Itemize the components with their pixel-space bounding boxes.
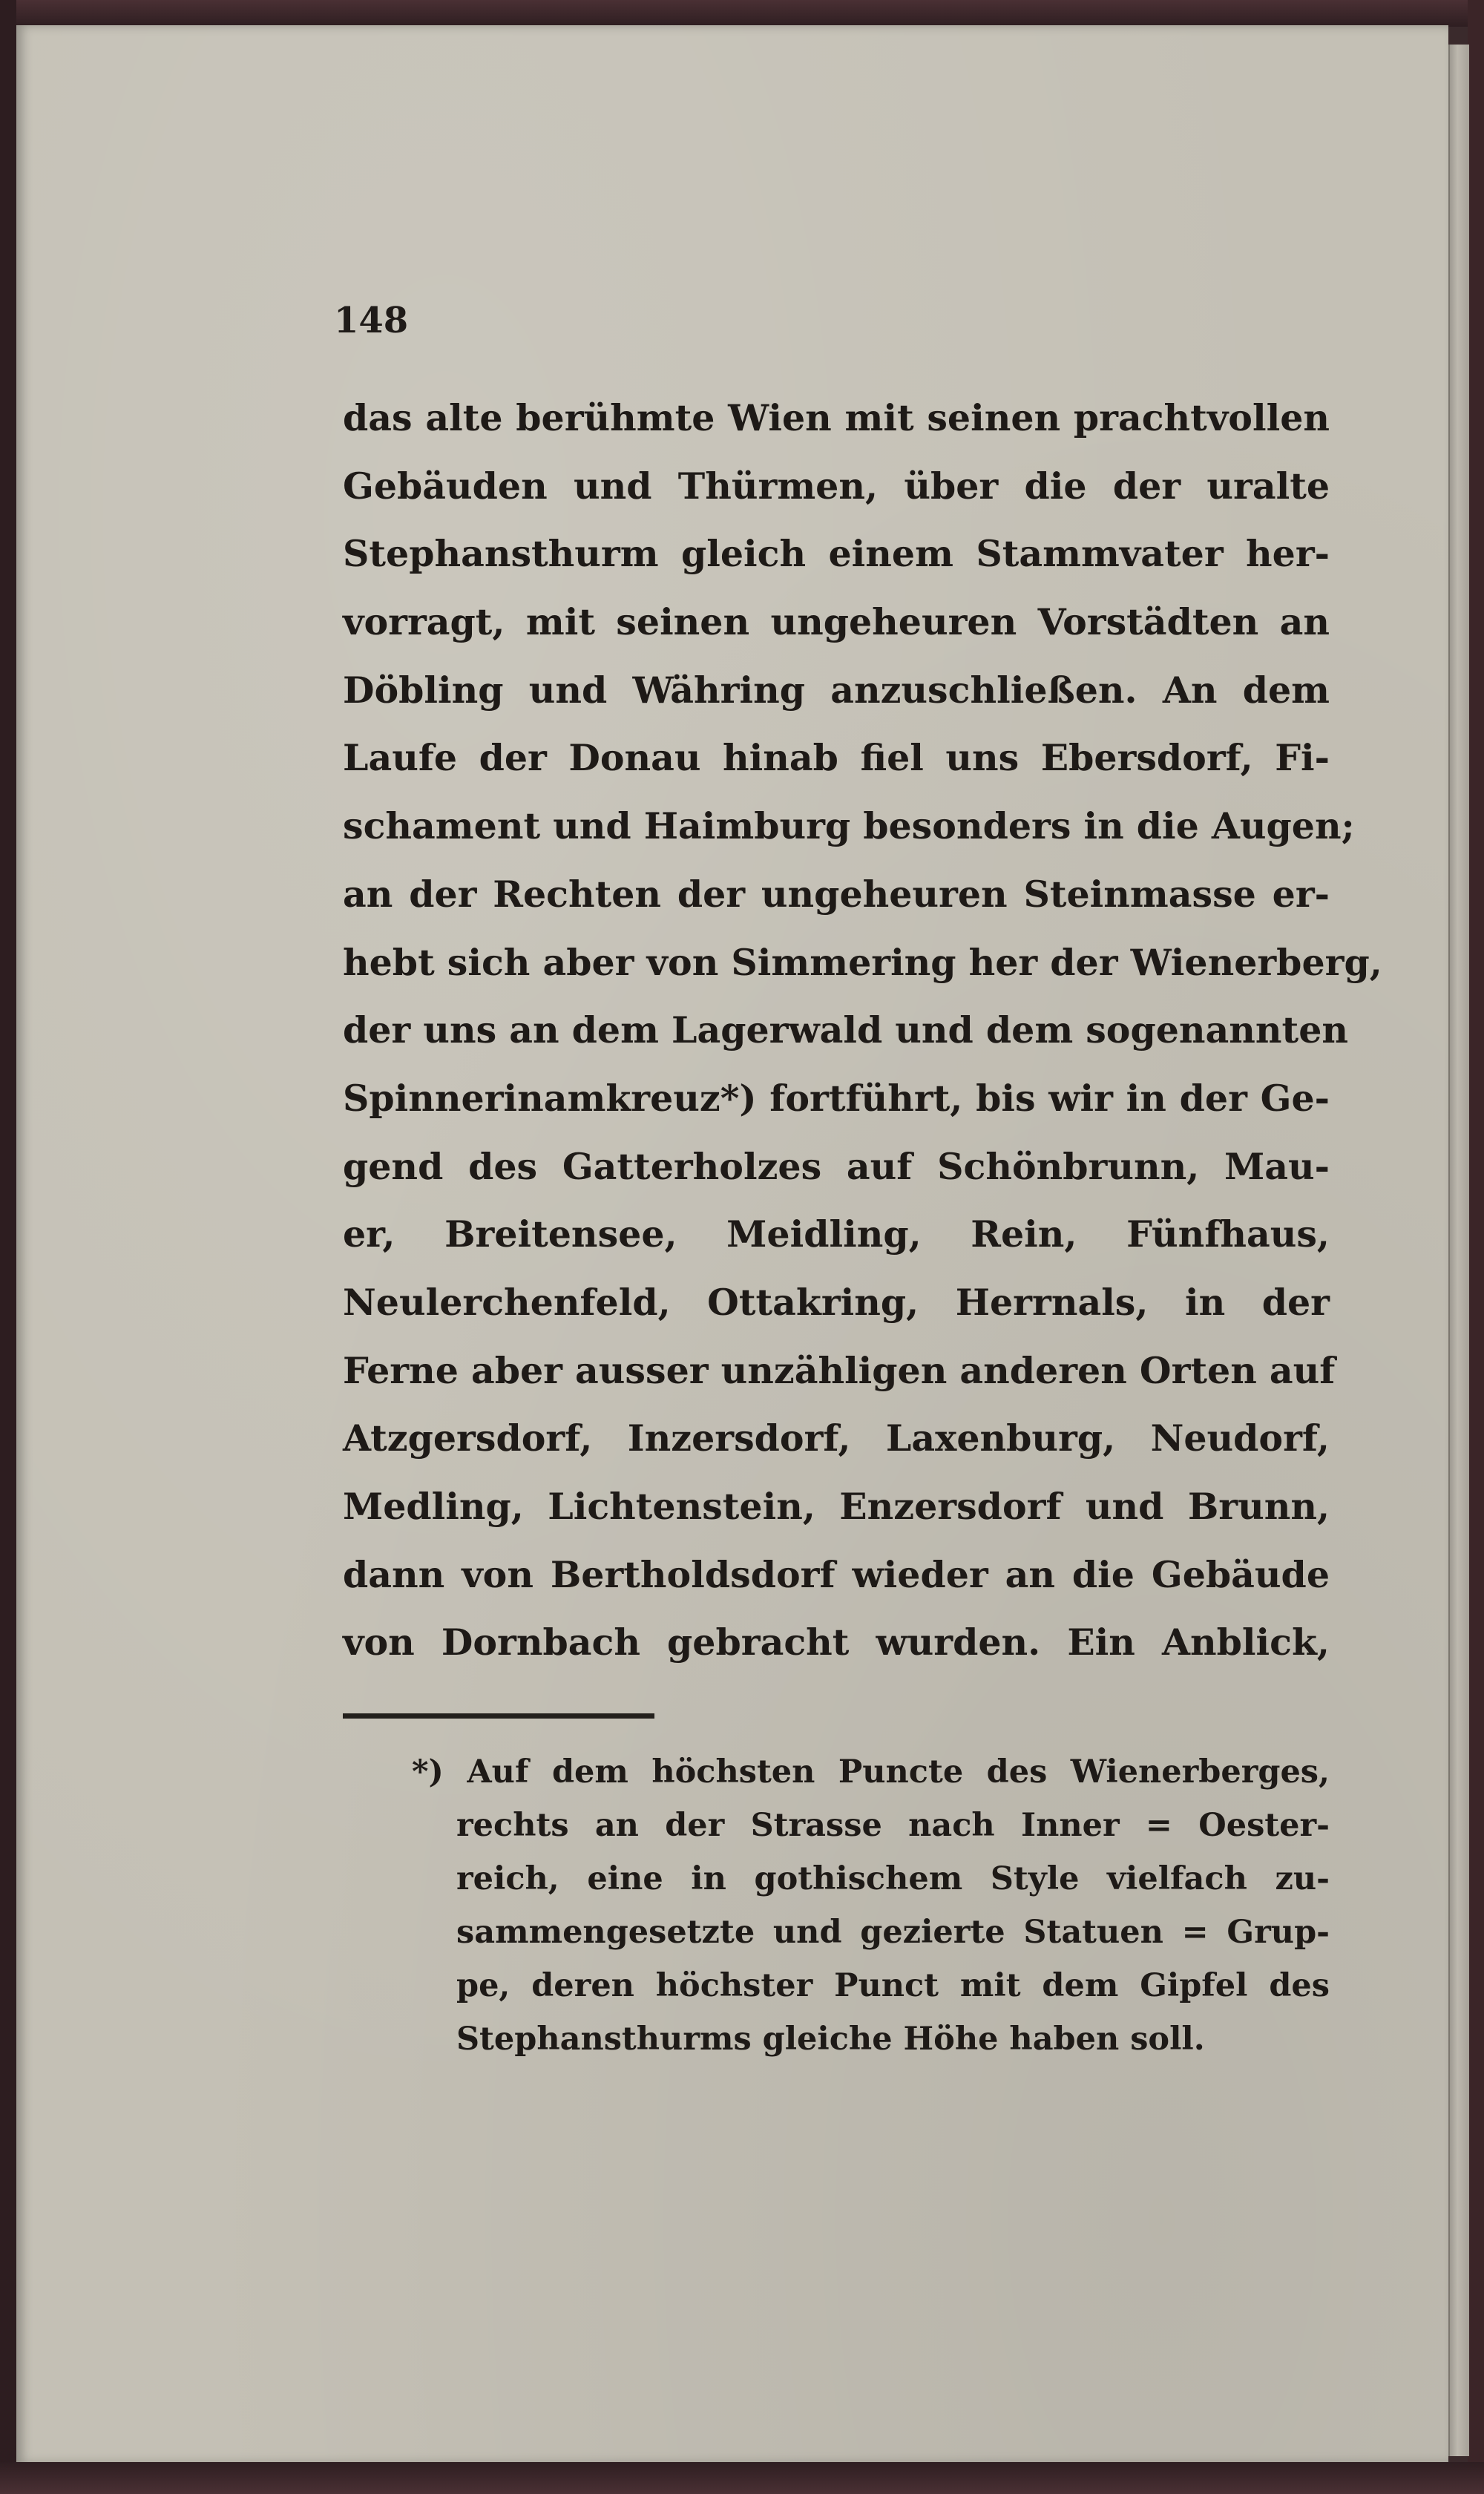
body-text — [343, 384, 1382, 1677]
footnote-line: Stephansthurms gleiche Höhe haben soll. — [456, 2021, 1205, 2058]
footnote-rule — [343, 1713, 654, 1719]
adjacent-page-edge — [1448, 45, 1469, 2456]
footnote-line: rechts an der Strasse nach Inner = Oester- — [456, 1807, 1330, 1844]
text-line: Atzgersdorf, Inzersdorf, Laxenburg, Neudorf, — [343, 1417, 1330, 1460]
text-line: Laufe der Donau hinab fiel uns Ebersdorf, Fi- — [343, 736, 1330, 780]
footnote-line: pe, deren höchster Punct mit dem Gipfel des — [456, 1967, 1330, 2004]
text-line: das alte berühmte Wien mit seinen prachtvollen — [343, 396, 1330, 439]
text-line: Medling, Lichtenstein, Enzersdorf und Brunn, — [343, 1485, 1330, 1528]
text-line: von Dornbach gebracht wurden. Ein Anblick, — [343, 1621, 1330, 1664]
binding-bottom-edge — [0, 2462, 1484, 2494]
footnote — [412, 1745, 1330, 2066]
text-line: Spinnerinamkreuz*) fortführt, bis wir in der Ge- — [343, 1076, 1330, 1120]
text-line: gend des Gatterholzes auf Schönbrunn, Mau- — [343, 1144, 1330, 1188]
text-line: Neulerchenfeld, Ottakring, Herrnals, in der — [343, 1280, 1330, 1324]
text-line: er, Breitensee, Meidling, Rein, Fünfhaus, — [343, 1212, 1330, 1256]
text-line: Stephansthurm gleich einem Stammvater her- — [343, 532, 1330, 576]
page-number: 148 — [334, 300, 409, 341]
text-line: schament und Haimburg besonders in die Augen; — [343, 804, 1355, 848]
text-line: vorragt, mit seinen ungeheuren Vorstädten an — [343, 600, 1330, 644]
footnote-line: *) Auf dem höchsten Puncte des Wienerberges, — [412, 1753, 1330, 1791]
text-line: der uns an dem Lagerwald und dem sogenannten — [343, 1008, 1348, 1052]
footnote-line: reich, eine in gothischem Style vielfach zu- — [456, 1860, 1330, 1897]
text-line: hebt sich aber von Simmering her der Wienerberg, — [343, 940, 1382, 984]
text-line: dann von Bertholdsdorf wieder an die Gebäude — [343, 1552, 1330, 1596]
binding-right-edge — [1468, 0, 1484, 2494]
text-line: an der Rechten der ungeheuren Steinmasse er- — [343, 872, 1330, 916]
text-line: Döbling und Währing anzuschließen. An dem — [343, 668, 1330, 712]
binding-top-edge — [0, 0, 1484, 27]
footnote-line: sammengesetzte und gezierte Statuen = Grup- — [456, 1914, 1330, 1951]
text-line: Gebäuden und Thürmen, über die der uralte — [343, 464, 1330, 508]
text-line: Ferne aber ausser unzähligen anderen Orten auf — [343, 1348, 1336, 1392]
binding-left-edge — [0, 0, 16, 2494]
